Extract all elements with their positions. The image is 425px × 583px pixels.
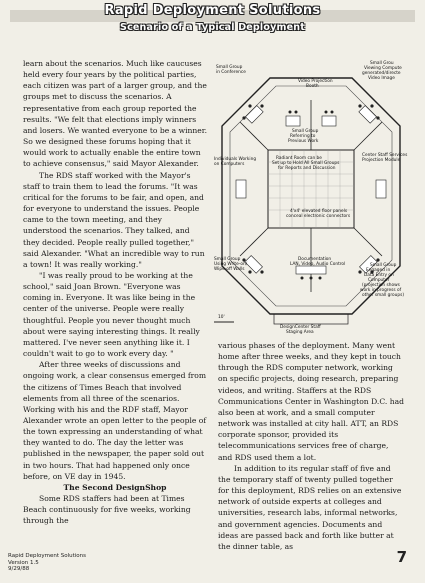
paragraph: various phases of the deployment. Many went home after three weeks, and they kept in touch through the RDS computer network, working on specific projects, doing research, preparing videos, and writing. Staffers at the RDS Communications Center in Washington D.C. had also been at work, and a small computer network was installed at city hall. ATT, an RDS corporate sponsor, provided its telecommunications services free of charge, and RDS used them a lot. <box>218 341 404 462</box>
footer-title: Rapid Deployment Solutions <box>8 553 86 559</box>
paragraph: In addition to its regular staff of five and the temporary staff of twenty pulled together for this deployment, RDS relies on an extensive network of outside experts at colleges and universities, research labs, informal networks, and government agencies. Documents and ideas are passed back and forth like butter at the dinner table, as <box>218 463 402 551</box>
label-scale: 10' <box>218 315 225 320</box>
paragraph: After three weeks of discussions and ongoing work, a clear consensus emerged from the citizens of Times Beach that involved elements from all three of the scenarios. Working with his and the RDF staff, Mayor Alexander wrote an open letter to the people of the town expressing an understanding of what they wanted to do. The day the letter was published in the newspaper, the paper sold out in two hours. That had happened only once before, on VE day in 1945. <box>23 360 207 481</box>
paragraph: Some RDS staffers had been at Times Beach continuously for five weeks, working through the <box>23 494 191 526</box>
label-small-group-conference: Small Group in Conference <box>216 65 246 75</box>
page-title: Rapid Deployment Solutions <box>104 3 321 18</box>
page-footer <box>8 553 86 573</box>
section-heading: The Second DesignShop <box>63 482 167 492</box>
label-small-group-writing: Small Group Using Write-on/ Wipe-off Walls <box>214 257 248 272</box>
floor-plan-svg <box>210 60 412 338</box>
footer-date: 9/29/88 <box>8 566 30 573</box>
label-documentation: Documentation LAN, Video, Audio Control <box>290 257 346 267</box>
paragraph: "I was really proud to be working at the school," said Joan Brown. "Everyone was coming in. Everyone. It was like being in the center of the universe. People were really thoughtful. People you never thought much about were saying interesting things. It really mattered. I've never seen anything like it. I couldn't wait to go to work every day. " <box>23 270 200 359</box>
label-small-group-data: Small Group Engaged in Data Entry on Computer (projection shows work in progress of other small groups) <box>360 263 405 298</box>
label-radiant-room: Radiant Room can be Set up to Hold All Small Groups for Reports and Discussion <box>272 156 340 171</box>
floor-plan-diagram <box>210 60 412 338</box>
staging-area <box>274 314 348 324</box>
label-center-staff: Center Staff Services Projection Module <box>362 153 408 163</box>
right-column <box>218 340 404 552</box>
label-staging: DesignCenter Staff Staging Area <box>280 325 321 335</box>
label-small-group-viewing: Small Grou Viewing Compute generated/directe Video Image <box>362 61 402 81</box>
page-subtitle: Scenario of a Typical Deployment <box>120 22 305 33</box>
label-raised-floor: 4'x4' elevated floor panels conceal electronic connectors <box>286 209 351 219</box>
page-number: 7 <box>396 548 407 566</box>
footer-version: Version 1.5 <box>8 559 39 566</box>
label-individuals: Individuals Working on Computers <box>214 157 257 167</box>
label-small-group-referring: Small Group Referring to Previous Work <box>288 129 319 144</box>
paragraph: The RDS staff worked with the Mayor's staff to train them to lead the forums. "It was critical for the forums to be fair, and open, and for everyone to understand the issues. People came to the town meeting, and they understood the scenarios. They talked, and they decided. People really pulled together," said Alexander. "What an incredible way to run a town! It was really working." <box>23 170 205 269</box>
paragraph: learn about the scenarios. Much like caucuses held every four years by the political parties, each citizen was part of a larger group, and the groups met to discuss the scenarios. A representative from each group reported the results. "We felt that elections imply winners and losers. We wanted everyone to be a winner. So we designed these forums hoping that it would work to actually enable the entire town to achieve consensus," said Mayor Alexander. <box>23 59 207 169</box>
page-header <box>0 0 425 52</box>
label-video-booth: Video Projection Booth <box>298 79 333 89</box>
left-column <box>23 58 207 527</box>
